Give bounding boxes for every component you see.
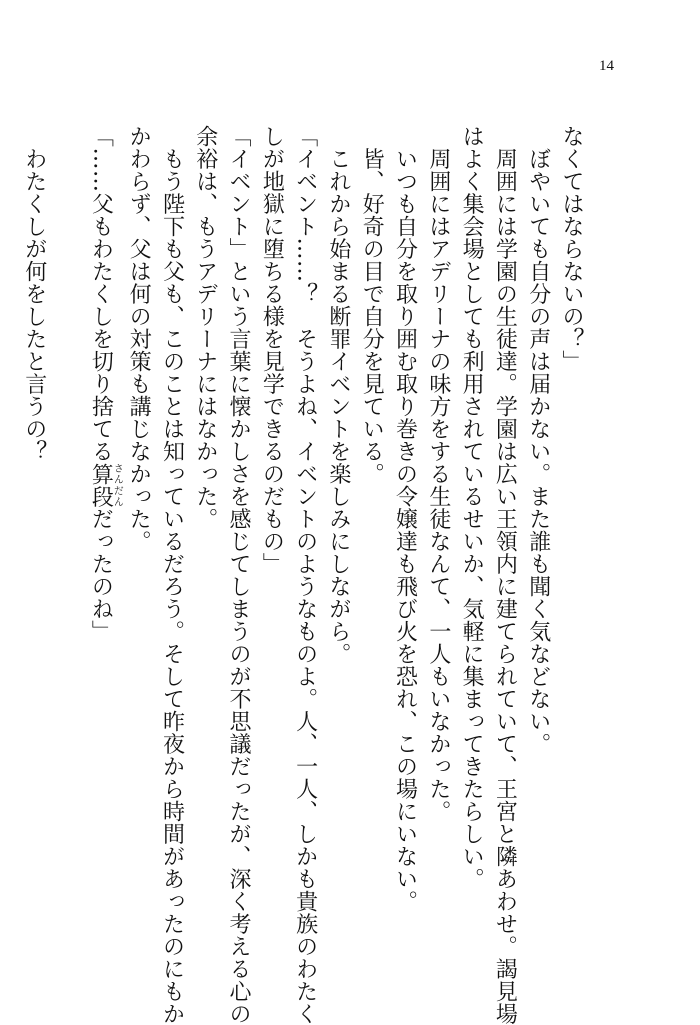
text-line: わたくしが何をしたと言うの？ <box>21 125 47 463</box>
text-line: 周囲には学園の生徒達。学園は広い王領内に建てられていて、王宮と隣あわせ。謁見場 <box>492 125 518 1025</box>
text-line: これから始まる断罪イベントを楽しみにしながら。 <box>325 125 351 665</box>
text-line: いつも自分を取り囲む取り巻きの令嬢達も飛び火を恐れ、この場にいない。 <box>392 125 418 913</box>
text-line: 皆、好奇の目で自分を見ている。 <box>359 125 385 485</box>
text-line-with-ruby <box>84 125 122 985</box>
ruby-line-before: 「……父もわたくしを切り捨てる <box>88 125 114 463</box>
text-line: しが地獄に堕ちる様を見学できるのだもの」 <box>259 125 285 575</box>
body-text <box>17 125 588 1025</box>
ruby-annotation <box>88 462 123 508</box>
blank-line <box>51 125 84 985</box>
text-line: もう陛下も父も、このことは知っているだろう。そして昨夜から時間があったのにもか <box>159 125 185 1025</box>
text-line: なくてはならないの？」 <box>559 125 584 373</box>
ruby-base: 算段 <box>88 462 114 508</box>
text-line: 「イベント……？ そうよね、イベントのようなものよ。人、一人、しかも貴族のわたく <box>292 125 318 1025</box>
text-line: 余裕は、もうアデリーナにはなかった。 <box>192 125 218 530</box>
ruby-reading: さんだん <box>111 462 123 508</box>
text-line: かわらず、父は何の対策も講じなかった。 <box>126 125 152 553</box>
text-line: 周囲にはアデリーナの味方をする生徒なんて、一人もいなかった。 <box>425 125 451 823</box>
text-line: ぼやいても自分の声は届かない。また誰も聞く気などない。 <box>525 125 551 755</box>
ruby-line-after: だったのね」 <box>88 507 114 643</box>
text-line: 「イベント」という言葉に懐かしさを感じてしまうのが不思議だったが、深く考える心の <box>226 125 252 1025</box>
text-line: はよく集会場としても利用されているせいか、気軽に集まってきたらしい。 <box>459 125 485 890</box>
page-number: 14 <box>599 58 614 74</box>
